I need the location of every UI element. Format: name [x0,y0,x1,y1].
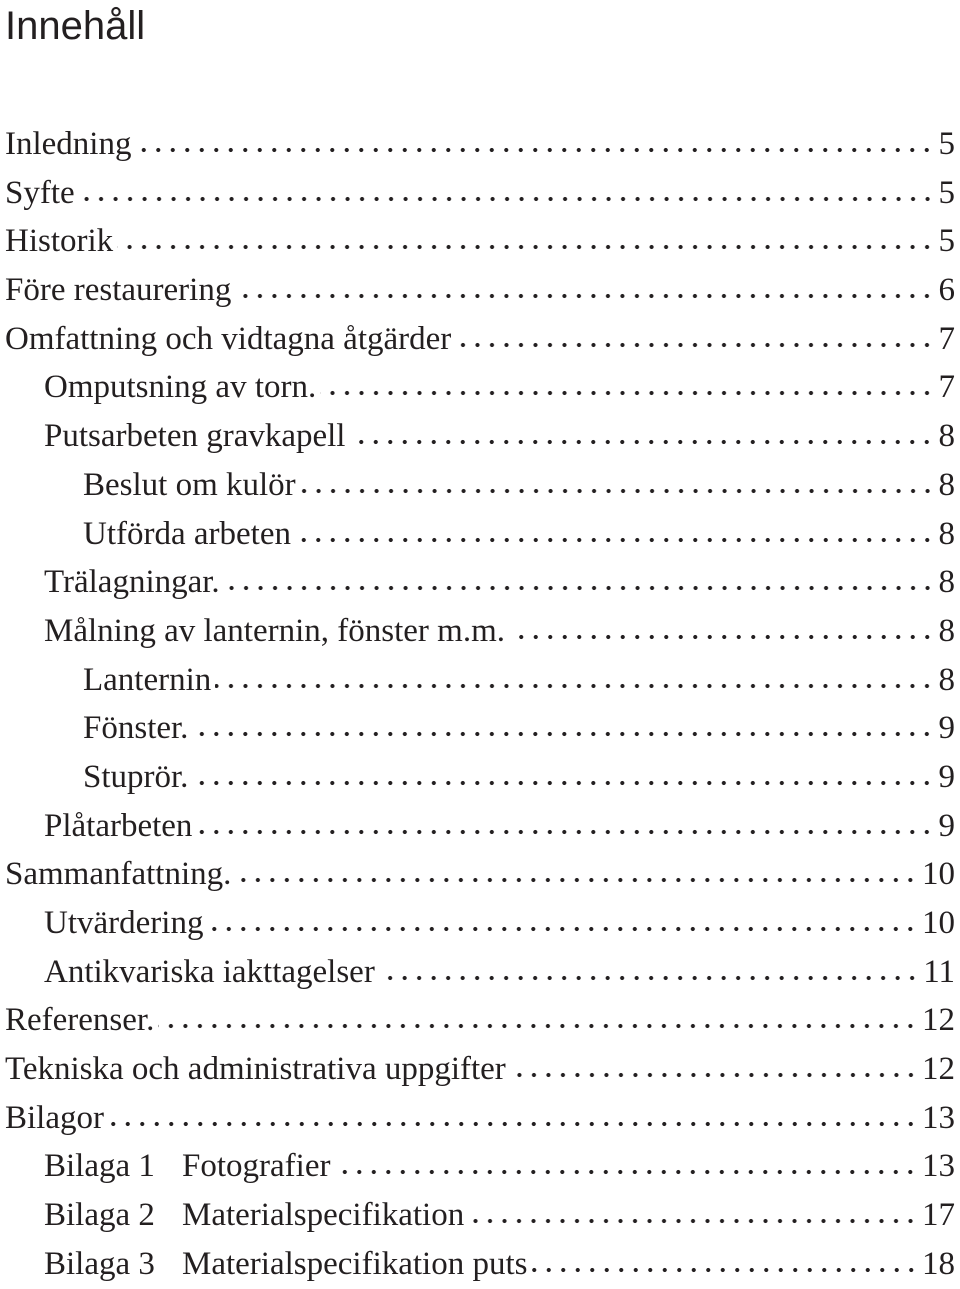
toc-entry[interactable] [0,315,955,364]
toc-entry-label: Syfte [5,174,75,211]
dot-leader [379,948,919,982]
appendix-number: Bilaga 3 [44,1245,155,1282]
dot-leader [158,996,918,1030]
toc-entry[interactable] [0,607,955,656]
appendix-title: Fotografier [182,1148,331,1185]
toc-entry-label: Trälagningar. [44,564,220,601]
page-title: Innehåll [5,4,146,48]
dot-leader [235,266,934,300]
toc-entry-page: 7 [938,320,955,357]
toc-entry-page: 6 [938,272,955,309]
toc-entry[interactable] [0,266,955,315]
toc-entry-page: 9 [938,710,955,747]
toc-entry-page: 8 [938,564,955,601]
toc-entry-label: Inledning [5,126,132,162]
toc-entry[interactable] [0,1094,955,1143]
appendix-title: Materialspecifikation [182,1197,465,1234]
dot-leader [300,461,935,495]
toc-entry-label [44,1142,330,1190]
toc-entry-label: Beslut om kulör [83,466,296,503]
toc-entry-label [44,1240,528,1288]
toc-entry-page: 8 [938,515,955,552]
table-of-contents [0,120,955,1289]
dot-leader [196,802,934,836]
toc-entry[interactable] [0,558,955,607]
dot-leader [117,217,934,251]
toc-entry-page: 8 [938,612,955,649]
dot-leader [468,1191,918,1225]
toc-entry-label: Före restaurering [5,272,232,309]
appendix-number: Bilaga 2 [44,1197,155,1234]
toc-entry-page: 8 [938,466,955,503]
toc-entry[interactable] [0,802,955,851]
toc-entry[interactable] [0,363,955,412]
toc-entry-page: 8 [938,418,955,455]
toc-entry-label: Omputsning av torn. [44,369,317,406]
toc-entry-label: Plåtarbeten [44,807,193,844]
toc-entry[interactable] [0,510,955,559]
toc-entry-page: 7 [938,369,955,406]
toc-entry-label: Antikvariska iakttagelser [44,953,375,990]
toc-entry[interactable] [0,217,955,266]
toc-entry-page: 11 [923,953,955,990]
dot-leader [334,1142,918,1176]
toc-entry[interactable] [0,169,955,218]
toc-entry-page: 5 [938,223,955,260]
toc-entry-label: Historik [5,223,114,260]
toc-entry-page: 9 [938,807,955,844]
dot-leader [532,1240,919,1274]
dot-leader [224,558,935,592]
toc-entry[interactable] [0,704,955,753]
toc-entry-page: 5 [938,174,955,211]
toc-entry-label: Lanternin [83,661,212,698]
toc-entry-label: Utvärdering [44,905,204,941]
toc-entry[interactable] [0,996,955,1045]
dot-leader [349,412,934,446]
toc-entry-page: 8 [938,661,955,698]
dot-leader [192,753,934,787]
dot-leader [510,1045,918,1079]
dot-leader [207,899,918,933]
appendix-number: Bilaga 1 [44,1148,155,1185]
toc-entry-label: Bilagor [5,1099,104,1136]
toc-entry-label: Fönster. [83,710,189,747]
toc-entry[interactable] [0,461,955,510]
toc-entry-label: Målning av lanternin, fönster m.m. [44,612,505,649]
dot-leader [108,1094,918,1128]
dot-leader [235,850,918,884]
toc-entry[interactable] [0,850,955,899]
toc-entry-page: 12 [922,1051,955,1088]
toc-entry[interactable] [0,753,955,802]
dot-leader [192,704,934,738]
appendix-title: Materialspecifikation puts [182,1245,528,1282]
toc-entry-page: 5 [938,126,955,162]
toc-entry-label: Putsarbeten gravkapell [44,418,346,455]
toc-entry[interactable] [0,1045,955,1094]
toc-entry[interactable] [0,120,955,169]
dot-leader [455,315,934,349]
toc-entry-label: Sammanfattning. [5,856,232,893]
toc-entry-page: 9 [938,758,955,795]
toc-entry-page: 12 [922,1002,955,1039]
toc-entry[interactable] [0,1191,955,1240]
dot-leader [79,169,935,203]
toc-entry-page: 13 [922,1099,955,1136]
toc-entry[interactable] [0,1142,955,1191]
toc-entry-page: 10 [922,905,955,941]
toc-entry-page: 17 [922,1197,955,1234]
toc-entry[interactable] [0,656,955,705]
toc-entry-label: Stuprör. [83,758,189,795]
toc-entry[interactable] [0,412,955,461]
toc-entry-label [44,1191,464,1239]
toc-entry-label: Tekniska och administrativa uppgifter [5,1051,506,1088]
toc-entry-label: Utförda arbeten [83,515,291,552]
dot-leader [135,120,934,154]
toc-entry-page: 10 [922,856,955,893]
toc-entry-page: 13 [922,1148,955,1185]
dot-leader [295,510,935,544]
toc-entry[interactable] [0,1240,955,1289]
toc-entry[interactable] [0,948,955,997]
toc-entry[interactable] [0,899,955,948]
toc-entry-page: 18 [922,1245,955,1282]
toc-entry-label: Omfattning och vidtagna åtgärder [5,320,452,357]
dot-leader [320,363,934,397]
dot-leader [215,656,934,690]
dot-leader [509,607,935,641]
toc-entry-label: Referenser. [5,1002,155,1039]
